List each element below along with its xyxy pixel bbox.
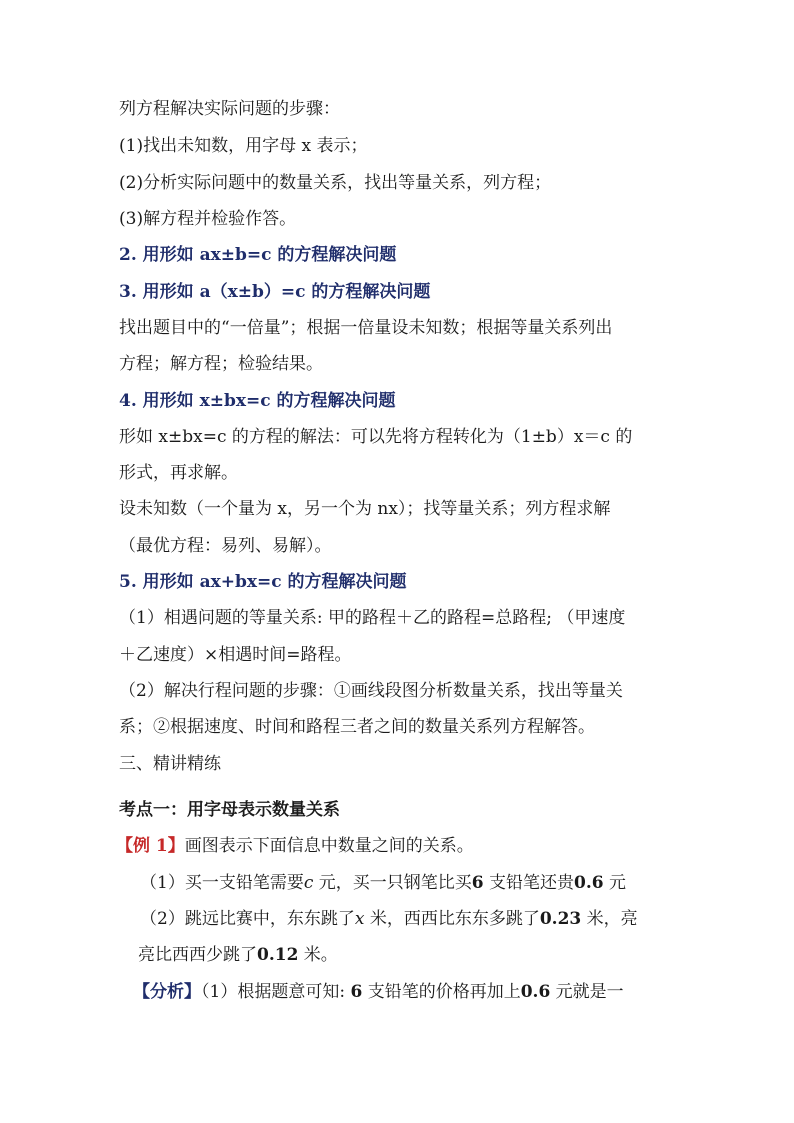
- section-5-heading: 5. 用形如 ax+bx=c 的方程解决问题: [119, 572, 407, 592]
- example-text: 画图表示下面信息中数量之间的关系。: [184, 836, 474, 856]
- section-4-heading: 4. 用形如 x±bx=c 的方程解决问题: [119, 391, 396, 411]
- section-5-body-line-2: ＋乙速度）×相遇时间=路程。: [119, 645, 352, 665]
- q2-cont-part-b: 米。: [298, 945, 338, 965]
- q2-cont-part-a: 亮比西西少跳了: [138, 945, 257, 965]
- section-5-body-line-4: 系；②根据速度、时间和路程三者之间的数量关系列方程解答。: [119, 717, 595, 737]
- q2-number-1: 0.23: [539, 909, 582, 929]
- q1-part-b: 元，买一只钢笔比买: [313, 873, 472, 893]
- q1-part-d: 元: [603, 873, 626, 893]
- question-2-continued: [138, 944, 338, 966]
- section-4-body-line-4: （最优方程：易列、易解）。: [119, 536, 332, 556]
- q1-number-1: 6: [471, 873, 484, 893]
- analysis-number-2: 0.6: [520, 982, 551, 1002]
- analysis-number-1: 6: [350, 982, 363, 1002]
- analysis-line: [133, 981, 624, 1003]
- question-1: [140, 872, 626, 894]
- section-3-body-line-2: 方程；解方程；检验结果。: [119, 354, 323, 374]
- q2-part-b: 米，西西比东东多跳了: [364, 909, 540, 929]
- part-3-heading: 三、精讲精练: [119, 754, 221, 774]
- analysis-part-c: 元就是一: [550, 982, 624, 1002]
- q2-variable: x: [354, 909, 365, 929]
- step-1: (1)找出未知数，用字母 x 表示；: [119, 136, 368, 156]
- q1-part-c: 支铅笔还贵: [483, 873, 575, 893]
- section-5-body-line-1: （1）相遇问题的等量关系: 甲的路程＋乙的路程=总路程; （甲速度: [119, 608, 626, 628]
- example-tag: 【例 1】: [116, 836, 185, 856]
- section-4-body-line-2: 形式，再求解。: [119, 463, 238, 483]
- q2-part-c: 米，亮: [581, 909, 638, 929]
- example-1-line: [116, 835, 474, 857]
- q2-part-a: （2）跳远比赛中，东东跳了: [140, 909, 355, 929]
- section-4-body-line-1: 形如 x±bx=c 的方程的解法：可以先将方程转化为（1±b）x＝c 的: [119, 427, 633, 447]
- q2-cont-number: 0.12: [257, 945, 299, 965]
- step-2: (2)分析实际问题中的数量关系，找出等量关系，列方程；: [119, 173, 552, 193]
- kaodian-heading: 考点一：用字母表示数量关系: [119, 800, 340, 820]
- q1-variable: c: [303, 873, 314, 893]
- step-3: (3)解方程并检验作答。: [119, 209, 297, 229]
- section-5-body-line-3: （2）解决行程问题的步骤：①画线段图分析数量关系，找出等量关: [119, 681, 623, 701]
- analysis-part-a: （1）根据题意可知:: [201, 982, 351, 1002]
- section-3-heading: 3. 用形如 a（x±b）=c 的方程解决问题: [119, 282, 431, 302]
- analysis-tag: 【分析】: [133, 982, 201, 1002]
- section-2-heading: 2. 用形如 ax±b=c 的方程解决问题: [119, 245, 397, 265]
- steps-title: 列方程解决实际问题的步骤：: [119, 99, 340, 119]
- analysis-part-b: 支铅笔的价格再加上: [362, 982, 521, 1002]
- q1-number-2: 0.6: [574, 873, 604, 893]
- section-4-body-line-3: 设未知数（一个量为 x，另一个为 nx）；找等量关系；列方程求解: [119, 499, 611, 519]
- q1-part-a: （1）买一支铅笔需要: [140, 873, 304, 893]
- section-3-body-line-1: 找出题目中的“一倍量”；根据一倍量设未知数；根据等量关系列出: [119, 318, 613, 338]
- question-2: [140, 908, 638, 930]
